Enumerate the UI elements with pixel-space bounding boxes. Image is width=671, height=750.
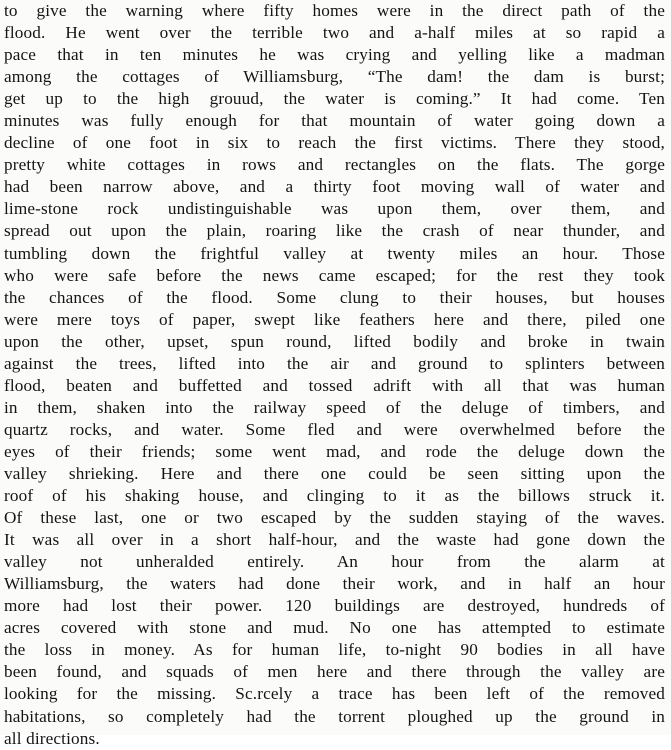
text-line-25: It was all over in a short half-hour, and the waste had gone down the <box>4 530 665 550</box>
text-line-20: quartz rocks, and water. Some fled and were overwhelmed before the <box>4 419 665 439</box>
text-line-2: flood. He went over the terrible two and a-half miles at so rapid a <box>4 23 665 43</box>
text-line-5: get up to the high grouud, the water is coming.” It had come. Ten <box>4 89 665 109</box>
text-line-4: among the cottages of Williamsburg, “The dam! the dam is burst; <box>4 67 665 87</box>
text-line-1: to give the warning where fifty homes were in the direct path of the <box>4 1 665 20</box>
text-line-24: Of these last, one or two escaped by the sudden staying of the waves. <box>4 508 665 528</box>
text-line-7: decline of one foot in six to reach the first victims. There they stood, <box>4 133 665 153</box>
text-line-27: Williamsburg, the waters had done their work, and in half an hour <box>4 574 665 594</box>
text-line-34: all directions. <box>4 728 100 748</box>
text-line-10: lime-stone rock undistinguishable was upon them, over them, and <box>4 199 665 219</box>
text-line-19: in them, shaken into the railway speed of the deluge of timbers, and <box>4 397 665 417</box>
text-line-14: the chances of the flood. Some clung to their houses, but houses <box>4 287 665 307</box>
text-line-18: flood, beaten and buffetted and tossed adrift with all that was human <box>4 375 665 395</box>
text-line-3: pace that in ten minutes he was crying and yelling like a madman <box>4 45 665 65</box>
text-line-16: upon the other, upset, spun round, lifted bodily and broke in twain <box>4 331 665 351</box>
text-line-15: were mere toys of paper, swept like feathers here and there, piled one <box>4 309 665 329</box>
text-line-30: the loss in money. As for human life, to-night 90 bodies in all have <box>4 640 665 660</box>
text-line-23: roof of his shaking house, and clinging to it as the billows struck it. <box>4 486 665 506</box>
text-line-26: valley not unheralded entirely. An hour from the alarm at <box>4 552 665 572</box>
text-line-32: looking for the missing. Sc.rcely a trace has been left of the removed <box>4 684 665 704</box>
text-line-17: against the trees, lifted into the air and ground to splinters between <box>4 353 665 373</box>
text-line-29: acres covered with stone and mud. No one has attempted to estimate <box>4 618 665 638</box>
text-line-31: been found, and squads of men here and there through the valley are <box>4 662 665 682</box>
text-line-12: tumbling down the frightful valley at twenty miles an hour. Those <box>4 243 665 263</box>
article-column <box>4 0 665 750</box>
text-line-8: pretty white cottages in rows and rectangles on the flats. The gorge <box>4 155 665 175</box>
text-line-11: spread out upon the plain, roaring like the crash of near thunder, and <box>4 221 665 241</box>
text-line-28: more had lost their power. 120 buildings are destroyed, hundreds of <box>4 596 665 616</box>
text-line-13: who were safe before the news came escaped; for the rest they took <box>4 265 665 285</box>
text-line-6: minutes was fully enough for that mountain of water going down a <box>4 111 665 131</box>
text-line-33: habitations, so completely had the torrent ploughed up the ground in <box>4 706 665 726</box>
text-line-9: had been narrow above, and a thirty foot moving wall of water and <box>4 177 665 197</box>
text-line-21: eyes of their friends; some went mad, and rode the deluge down the <box>4 441 665 461</box>
text-line-22: valley shrieking. Here and there one could be seen sitting upon the <box>4 463 665 483</box>
